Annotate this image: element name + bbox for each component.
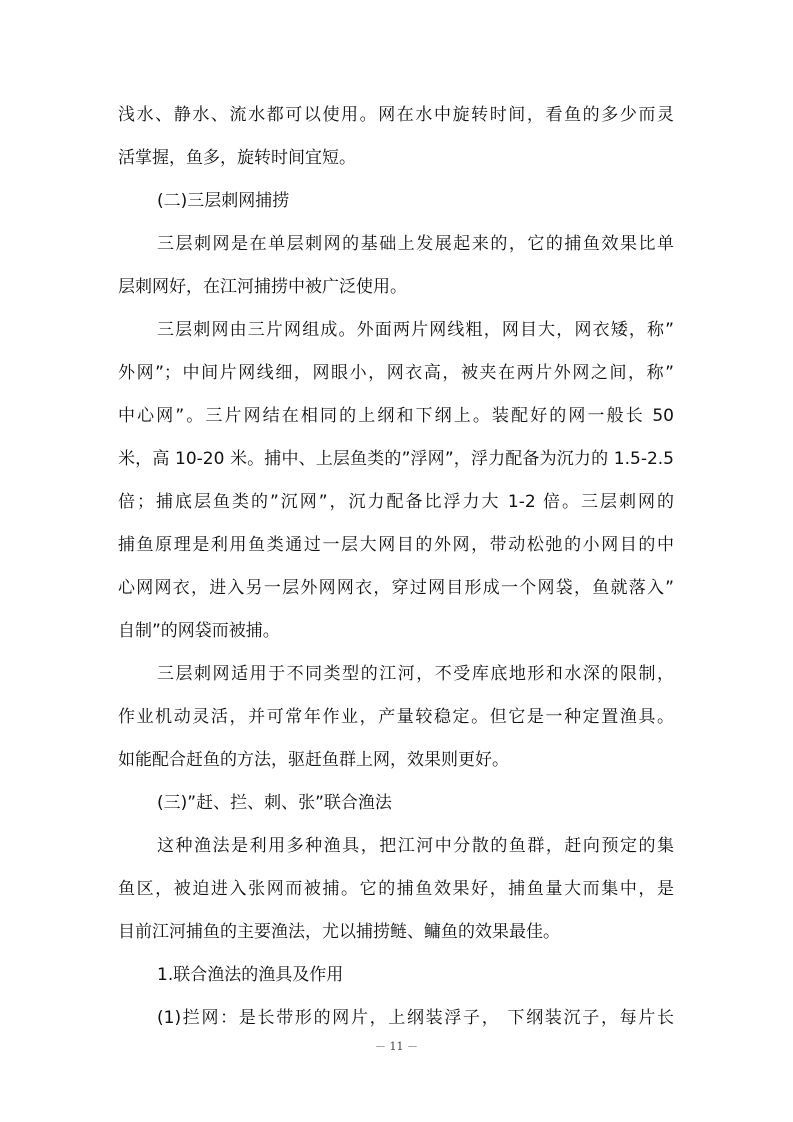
text-line: 目前江河捕鱼的主要渔法，尤以捕捞鲢、鳙鱼的效果最佳。 [118, 922, 560, 942]
section-heading: (二)三层刺网捕捞 [157, 191, 290, 211]
text-line: 捕鱼原理是利用鱼类通过一层大网目的外网，带动松弛的小网目的中 [118, 535, 674, 555]
text-line: 层刺网好，在江河捕捞中被广泛使用。 [118, 277, 407, 297]
page-number: － 11 － [375, 1040, 418, 1053]
text-line: 鱼区，被迫进入张网而被捕。它的捕鱼效果好，捕鱼量大而集中，是 [118, 879, 674, 899]
text-line: 浅水、静水、流水都可以使用。网在水中旋转时间，看鱼的多少而灵 [118, 105, 674, 125]
text-line: 倍；捕底层鱼类的”沉网”，沉力配备比浮力大 1-2 倍。三层刺网的 [118, 492, 674, 512]
text-line: 三层刺网适用于不同类型的江河，不受库底地形和水深的限制， [157, 664, 674, 684]
text-line: 这种渔法是利用多种渔具，把江河中分散的鱼群，赶向预定的集 [157, 836, 674, 856]
text-line: 如能配合赶鱼的方法，驱赶鱼群上网，效果则更好。 [118, 750, 509, 770]
subsection-heading: 1.联合渔法的渔具及作用 [157, 965, 344, 985]
text-line: 三层刺网由三片网组成。外面两片网线粗，网目大，网衣矮，称” [157, 320, 674, 340]
text-line: 自制”的网袋而被捕。 [118, 621, 280, 641]
text-line: 作业机动灵活，并可常年作业，产量较稳定。但它是一种定置渔具。 [118, 707, 674, 727]
text-line: 三层刺网是在单层刺网的基础上发展起来的，它的捕鱼效果比单 [157, 234, 674, 254]
text-line: 米，高 10-20 米。捕中、上层鱼类的”浮网”，浮力配备为沉力的 1.5-2.5 [118, 449, 674, 469]
text-line: (1)拦网：是长带形的网片，上纲装浮子， 下纲装沉子，每片长 [157, 1008, 674, 1028]
text-line: 活掌握，鱼多，旋转时间宜短。 [118, 148, 356, 168]
text-line: 中心网”。三片网结在相同的上纲和下纲上。装配好的网一般长 50 [118, 406, 674, 426]
text-line: 外网”；中间片网线细，网眼小，网衣高，被夹在两片外网之间，称” [118, 363, 674, 383]
section-heading: (三)”赶、拦、刺、张”联合渔法 [157, 793, 392, 813]
text-line: 心网网衣，进入另一层外网网衣，穿过网目形成一个网袋，鱼就落入” [118, 578, 674, 598]
